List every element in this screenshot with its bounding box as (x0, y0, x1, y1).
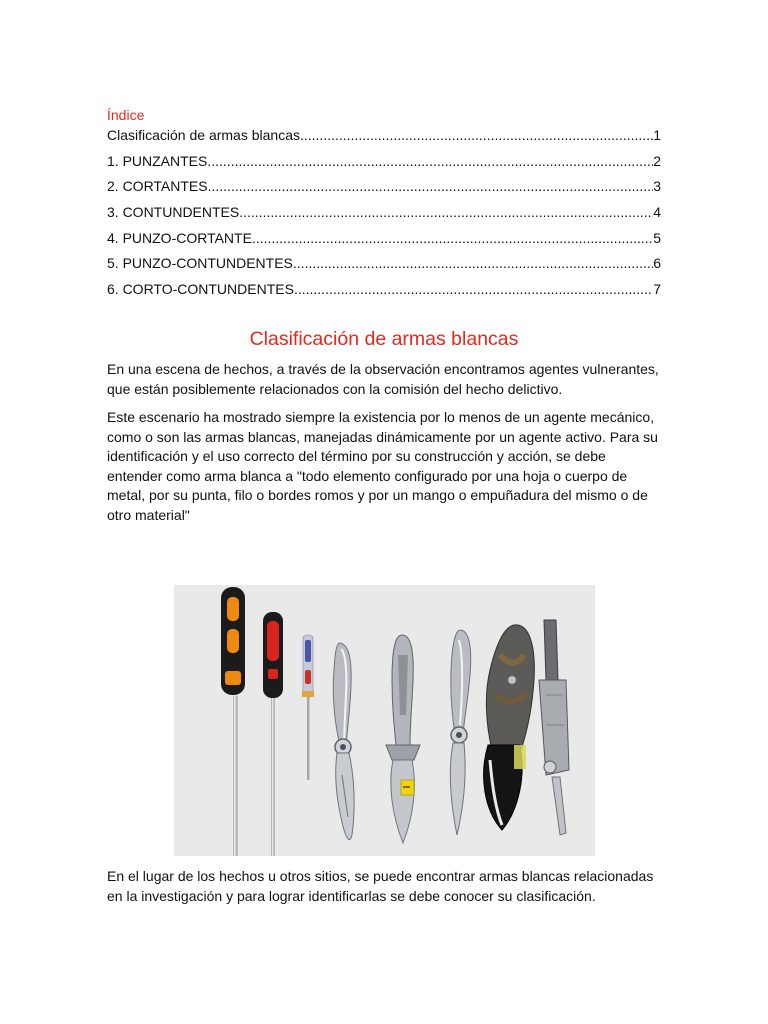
toc-entry[interactable] (107, 177, 661, 195)
toc-entry[interactable] (107, 229, 661, 247)
toc-entry-label: Clasificación de armas blancas (107, 127, 300, 143)
toc-leader-dots (239, 203, 653, 221)
toc-leader-dots (208, 177, 654, 195)
toc-entry[interactable] (107, 126, 661, 144)
toc-entry-label: 6. CORTO-CONTUNDENTES (107, 281, 294, 298)
toc-entry-page: 1 (653, 127, 661, 143)
weapons-photo (174, 585, 595, 856)
toc-leader-dots (294, 280, 653, 298)
toc-entry-page: 4 (653, 204, 661, 221)
body-paragraph: En una escena de hechos, a través de la observación encontramos agentes vulnerantes, que están posiblemente relacionados con la comisión del hecho delictivo. (107, 361, 659, 397)
toc-leader-dots (207, 152, 653, 170)
toc-leader-dots (252, 229, 653, 247)
toc-entry-page: 5 (653, 229, 661, 246)
toc-entry-label: 3. CONTUNDENTES (107, 204, 240, 221)
toc-entry-label: 1. PUNZANTES (107, 152, 208, 169)
toc-heading: Índice (107, 107, 145, 123)
toc-entry-page: 7 (653, 281, 661, 298)
toc-leader-dots (300, 126, 653, 144)
section-title: Clasificación de armas blancas (249, 328, 519, 351)
table-of-contents (107, 126, 661, 298)
toc-entry-label: 4. PUNZO-CORTANTE (107, 229, 252, 246)
body-paragraph: Este escenario ha mostrado siempre la existencia por lo menos de un agente mecánico, como o son las armas blancas, manejadas dinámicamente por un agente activo. Para su identificación y el uso correcto del término por su construcción y acción, se debe entender como arma blanca a "todo elemento configurado por una hoja o cuerpo de metal, por su punta, filo o bordes romos y por un mango o empuñadura del mismo o de otro material" (107, 409, 658, 523)
toc-entry-page: 6 (653, 255, 661, 272)
toc-entry[interactable] (107, 152, 661, 170)
toc-entry-page: 2 (653, 152, 661, 169)
toc-entry[interactable] (107, 254, 661, 272)
toc-entry-label: 5. PUNZO-CONTUNDENTES (107, 255, 293, 272)
toc-entry-page: 3 (653, 178, 661, 195)
weapons-illustration (174, 585, 595, 856)
toc-entry[interactable] (107, 203, 661, 221)
toc-entry-label: 2. CORTANTES (107, 178, 208, 195)
toc-leader-dots (293, 254, 653, 272)
document-page (107, 105, 661, 534)
closing-paragraph: En el lugar de los hechos u otros sitios, se puede encontrar armas blancas relacionadas en la investigación y para lograr identificarlas se debe conocer su clasificación. (107, 868, 654, 904)
toc-entry[interactable] (107, 280, 661, 298)
